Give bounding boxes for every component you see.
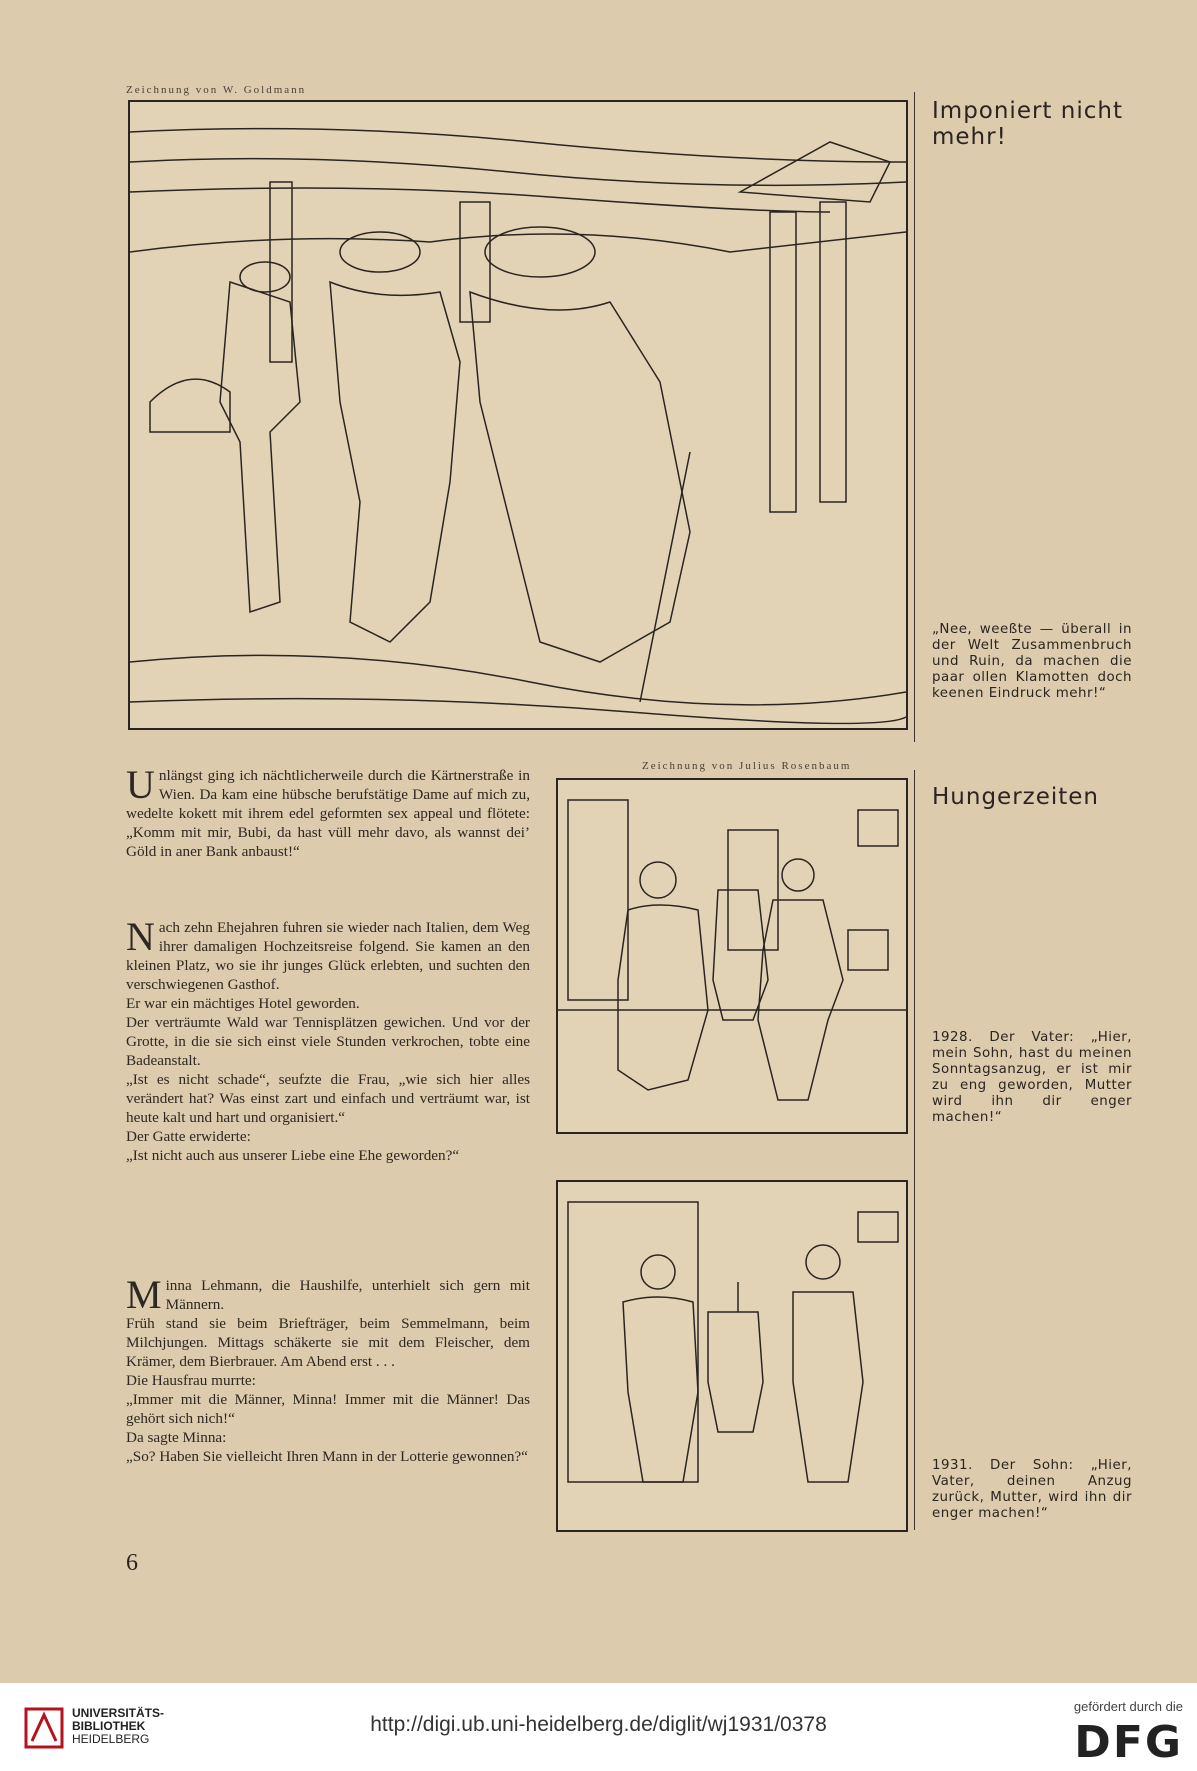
cartoon2-credit: Zeichnung von Julius Rosenbaum <box>642 760 852 772</box>
story-3-paragraph: Da sagte Minna: <box>126 1429 227 1446</box>
story-2 <box>126 914 530 1165</box>
story-3-paragraph: Minna Lehmann, die Haushilfe, unterhielt sich gern mit Männern. <box>126 1272 530 1317</box>
dfg-logo: DFG <box>1074 1717 1183 1768</box>
university-name-line: BIBLIOTHEK <box>72 1719 146 1733</box>
story-3-paragraph: „Immer mit die Männer, Minna! Immer mit die Männer! Das gehört sich nich!“ <box>126 1391 530 1427</box>
story-3 <box>126 1272 530 1466</box>
cartoon2a-drawing <box>556 778 908 1134</box>
cartoon1-caption: „Nee, weeßte — überall in der Welt Zusammenbruch und Ruin, da machen die paar ollen Klamotten doch keenen Eindruck mehr!“ <box>932 622 1132 701</box>
story-2-paragraph: „Ist nicht auch aus unserer Liebe eine Ehe geworden?“ <box>126 1147 460 1164</box>
story-2-paragraph: Nach zehn Ehejahren fuhren sie wieder nach Italien, dem Weg ihrer damaligen Hochzeitsreise folgend. Sie kamen an den kleinen Platz, wo sie ihr junges Glück erlebten, und suchten den verschwiegenen Gasthof. <box>126 914 530 993</box>
story-3-paragraph: „So? Haben Sie vielleicht Ihren Mann in der Lotterie gewonnen?“ <box>126 1448 528 1465</box>
university-name-line: UNIVERSITÄTS- <box>72 1706 165 1720</box>
university-name-line: HEIDELBERG <box>72 1732 150 1746</box>
story-1-paragraph: Unlängst ging ich nächtlicherweile durch die Kärtnerstraße in Wien. Da kam eine hübsche berufstätige Dame auf mich zu, wedelte kokett mit ihrem edel geformten sex appeal und flötete: „Komm mit mir, Bubi, da hast vüll mehr davo, als wannst dei’ Göld in aner Bank anbaust!“ <box>126 762 530 860</box>
cartoon2a-caption: 1928. Der Vater: „Hier, mein Sohn, hast du meinen Sonntagsanzug, er ist mir zu eng geworden, Mutter wird ihn dir enger machen!“ <box>932 1030 1132 1125</box>
cartoon1-title: Imponiert nicht mehr! <box>932 98 1123 150</box>
story-3-paragraph: Früh stand sie beim Briefträger, beim Semmelmann, beim Milchjungen. Mittags schäkerte sie mit dem Fleischer, dem Krämer, dem Bierbrauer. Am Abend erst . . . <box>126 1315 530 1370</box>
story-3-paragraph: Die Hausfrau murrte: <box>126 1372 256 1389</box>
cartoon1-credit: Zeichnung von W. Goldmann <box>126 84 307 96</box>
story-2-paragraph: „Ist es nicht schade“, seufzte die Frau, „wie sich hier alles verändert hat? Was einst zart und einfach und verträumt war, ist heute kalt und hart und organisiert.“ <box>126 1071 530 1126</box>
story-2-paragraph: Er war ein mächtiges Hotel geworden. <box>126 995 360 1012</box>
cartoon2b-drawing <box>556 1180 908 1532</box>
digitization-footer <box>0 1683 1197 1771</box>
story-2-paragraph: Der verträumte Wald war Tennisplätzen gewichen. Und vor der Grotte, in die sie sich einst viele Stunden verkrochen, tobte eine Badeanstalt. <box>126 1014 530 1069</box>
cartoon2b-caption: 1931. Der Sohn: „Hier, Vater, deinen Anzug zurück, Mutter, wird ihn dir enger machen!“ <box>932 1458 1132 1521</box>
cartoon1-drawing <box>128 100 908 730</box>
cartoon2-caption-rule <box>914 770 915 1530</box>
source-url-link[interactable]: http://digi.ub.uni-heidelberg.de/diglit/wj1931/0378 <box>370 1713 827 1736</box>
story-2-paragraph: Der Gatte erwiderte: <box>126 1128 251 1145</box>
cartoon1-caption-rule <box>914 92 915 742</box>
cartoon2-title: Hungerzeiten <box>932 784 1100 810</box>
page-number: 6 <box>126 1550 138 1576</box>
story-1 <box>126 762 530 861</box>
funding-label: gefördert durch die <box>1073 1699 1183 1714</box>
